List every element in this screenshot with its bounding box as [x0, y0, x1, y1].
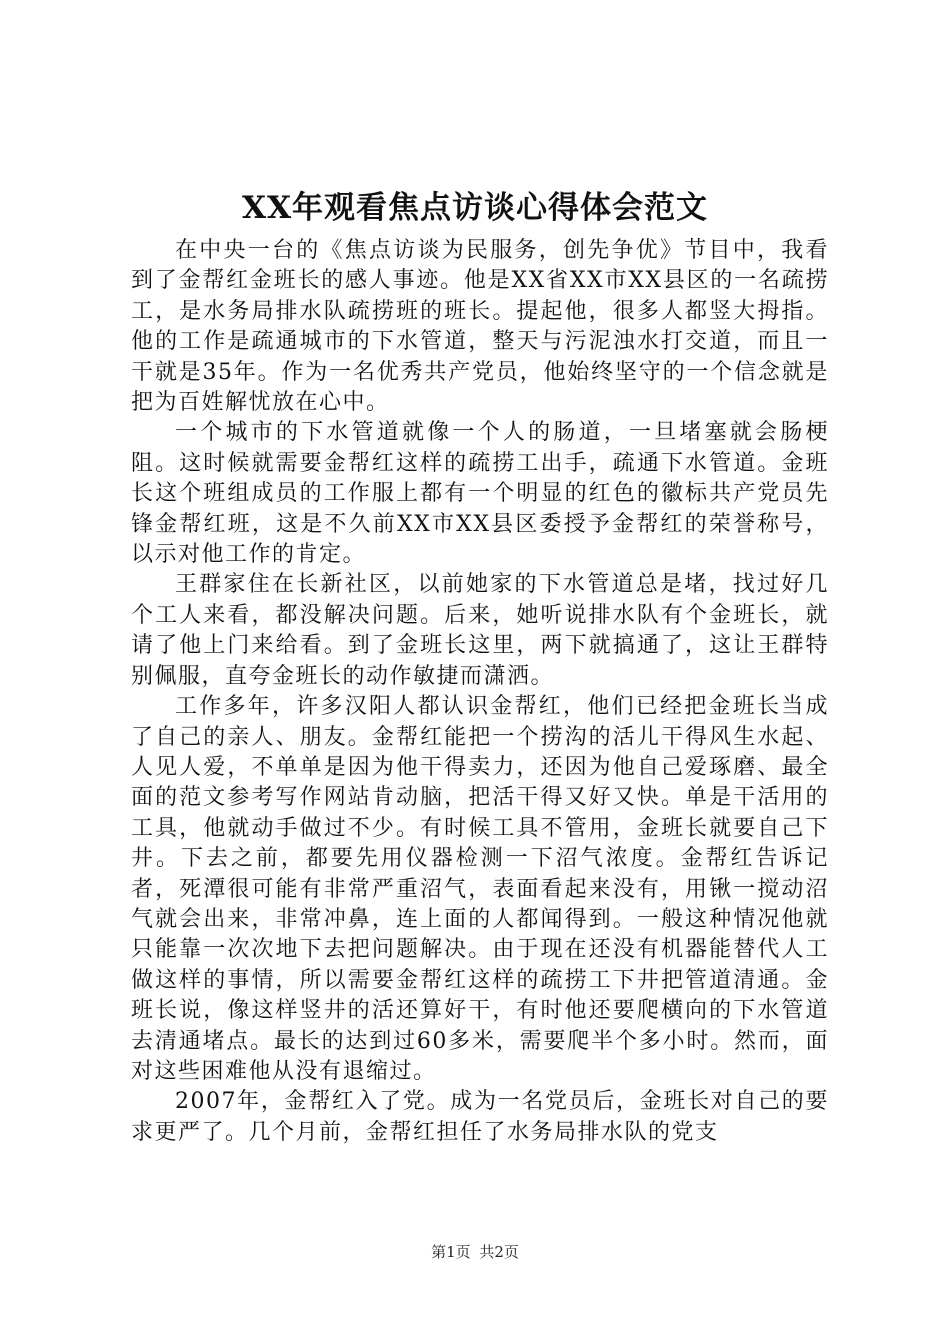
page-number-total: 共2页 — [479, 1243, 519, 1261]
page-number-current: 第1页 — [431, 1243, 471, 1261]
paragraph-4: 工作多年，许多汉阳人都认识金帮红，他们已经把金班长当成了自己的亲人、朋友。金帮红能把一个捞沟的活儿干得风生水起、人见人爱，不单单是因为他干得卖力，还因为他自己爱琢磨、最全面的范文参考写作网站肯动脑，把活干得又好又快。单是干活用的工具，他就动手做过不少。有时候工具不管用，金班长就要自己下井。下去之前，都要先用仪器检测一下沼气浓度。金帮红告诉记者，死潭很可能有非常严重沼气，表面看起来没有，用锹一搅动沼气就会出来，非常冲鼻，连上面的人都闻得到。一般这种情况他就只能靠一次次地下去把问题解决。由于现在还没有机器能替代人工做这样的事情，所以需要金帮红这样的疏捞工下井把管道清通。金班长说，像这样竖井的活还算好干，有时他还要爬横向的下水管道去清通堵点。最长的达到过60多米，需要爬半个多小时。然而，面对这些困难他从没有退缩过。 — [131, 694, 829, 1084]
page-footer — [0, 1241, 950, 1263]
paragraph-3: 王群家住在长新社区，以前她家的下水管道总是堵，找过好几个工人来看，都没解决问题。后来，她听说排水队有个金班长，就请了他上门来给看。到了金班长这里，两下就搞通了，这让王群特别佩服，直夸金班长的动作敏捷而潇洒。 — [131, 572, 829, 689]
paragraph-5: 2007年，金帮红入了党。成为一名党员后，金班长对自己的要求更严了。几个月前，金帮红担任了水务局排水队的党支 — [131, 1089, 829, 1145]
paragraph-2: 一个城市的下水管道就像一个人的肠道，一旦堵塞就会肠梗阻。这时候就需要金帮红这样的疏捞工出手，疏通下水管道。金班长这个班组成员的工作服上都有一个明显的红色的徽标共产党员先锋金帮红班，这是不久前XX市XX县区委授予金帮红的荣誉称号，以示对他工作的肯定。 — [131, 420, 829, 568]
paragraph-1: 在中央一台的《焦点访谈为民服务，创先争优》节目中，我看到了金帮红金班长的感人事迹。他是XX省XX市XX县区的一名疏捞工，是水务局排水队疏捞班的班长。提起他，很多人都竖大拇指。他的工作是疏通城市的下水管道，整天与污泥浊水打交道，而且一干就是35年。作为一名优秀共产党员，他始终坚守的一个信念就是把为百姓解忧放在心中。 — [131, 238, 829, 416]
document-body — [131, 236, 829, 1148]
document-title: XX年观看焦点访谈心得体会范文 — [241, 190, 709, 226]
